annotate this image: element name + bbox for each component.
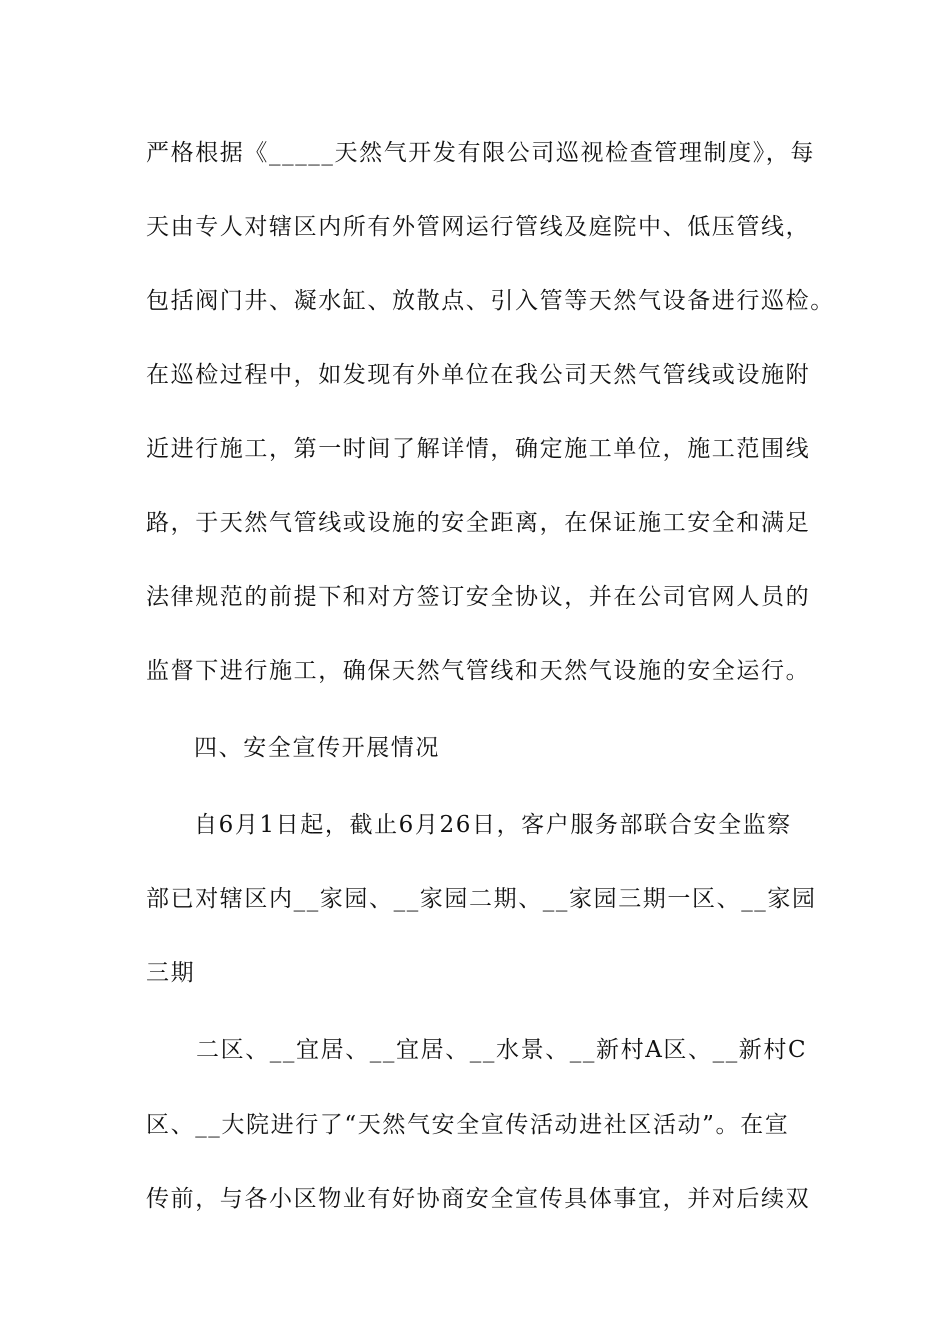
body-text-line: 路，于天然气管线或设施的安全距离，在保证施工安全和满足 xyxy=(146,510,811,536)
body-text-line: 法律规范的前提下和对方签订安全协议，并在公司官网人员的 xyxy=(146,584,811,610)
section-heading: 四、安全宣传开展情况 xyxy=(194,735,440,761)
body-text-line: 天由专人对辖区内所有外管网运行管线及庭院中、低压管线， xyxy=(146,214,811,240)
body-text-line: 区、__大院进行了“天然气安全宣传活动进社区活动”。在宣 xyxy=(146,1112,790,1138)
body-text-line: 传前，与各小区物业有好协商安全宣传具体事宜，并对后续双 xyxy=(146,1186,811,1212)
body-text-line: 包括阀门井、凝水缸、放散点、引入管等天然气设备进行巡检。 xyxy=(146,288,835,314)
body-text-line: 严格根据《_____天然气开发有限公司巡视检查管理制度》，每 xyxy=(146,140,815,166)
body-text-line: 近进行施工，第一时间了解详情，确定施工单位，施工范围线 xyxy=(146,436,811,462)
body-text-line: 自6月1日起，截止6月26日，客户服务部联合安全监察 xyxy=(194,812,792,838)
body-text-line: 监督下进行施工，确保天然气管线和天然气设施的安全运行。 xyxy=(146,658,811,684)
body-text-line: 二区、__宜居、__宜居、__水景、__新村A区、__新村C xyxy=(196,1037,808,1063)
body-text-line: 部已对辖区内__家园、__家园二期、__家园三期一区、__家园 xyxy=(146,886,817,912)
body-text-line: 在巡检过程中，如发现有外单位在我公司天然气管线或设施附 xyxy=(146,362,811,388)
body-text-line: 三期 xyxy=(146,960,196,986)
